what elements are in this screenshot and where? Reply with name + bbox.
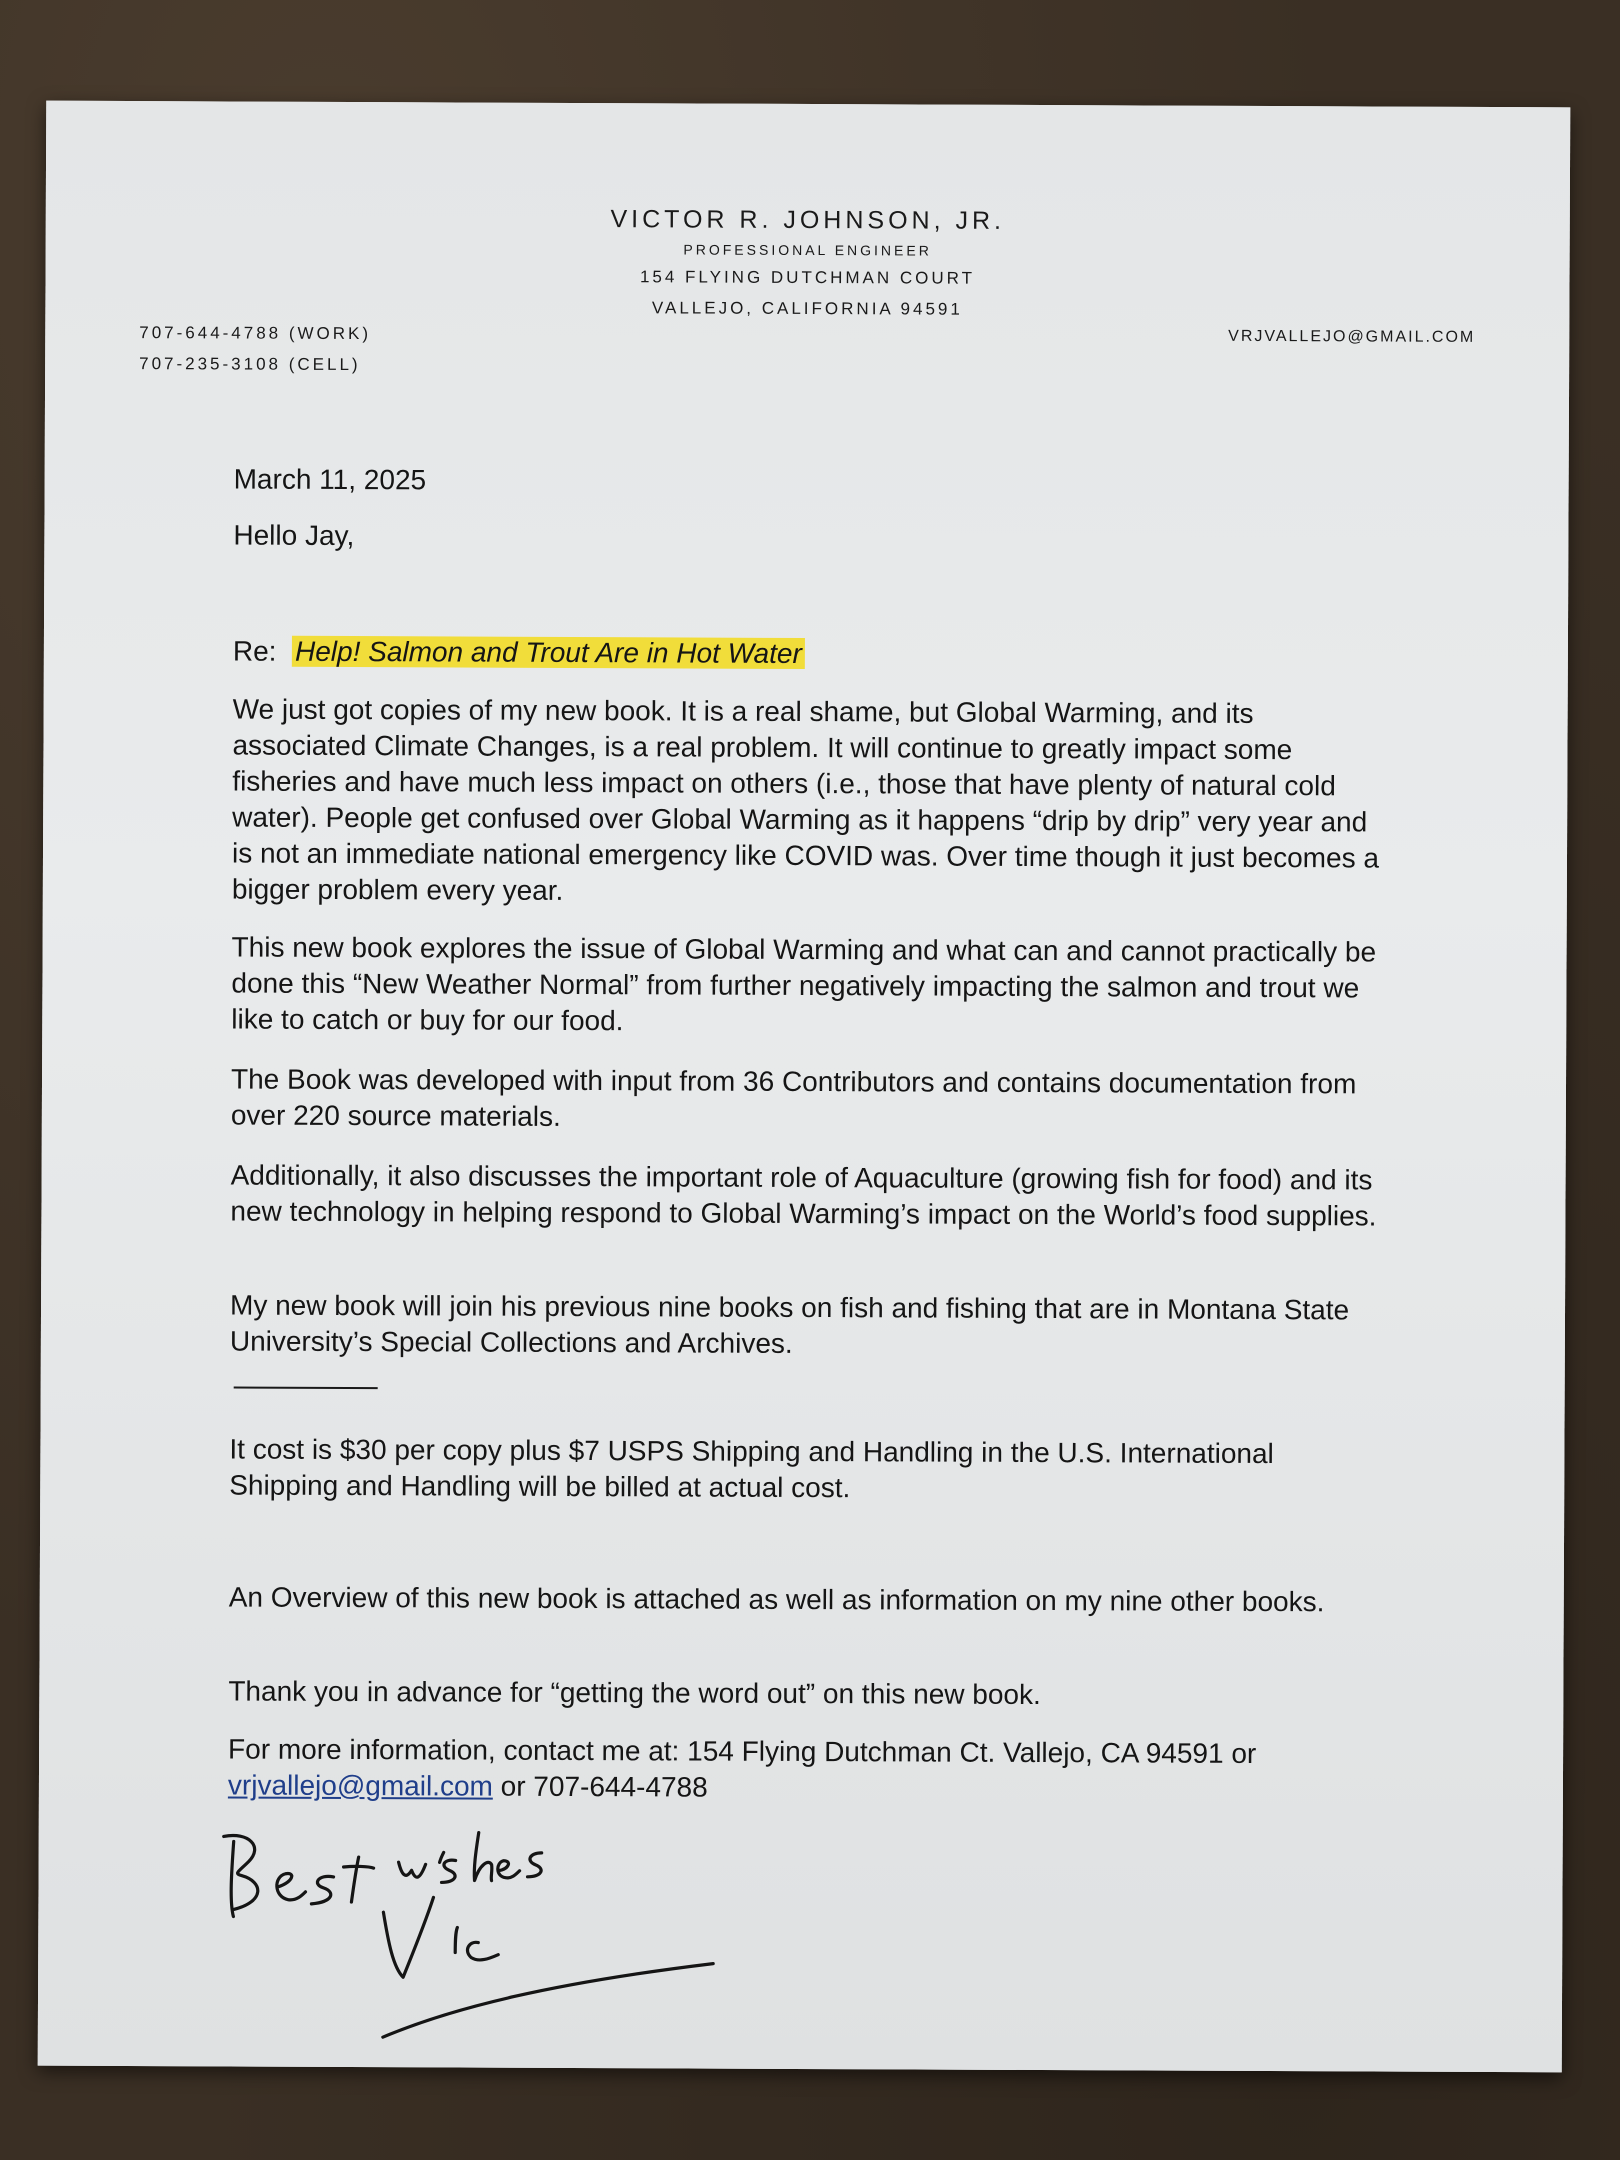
subject-line [233, 634, 1393, 675]
letterhead-street: 154 FLYING DUTCHMAN COURT [639, 267, 976, 288]
paragraph-global-warming: We just got copies of my new book. It is a real shame, but Global Warming, and its associated Climate Changes, is a real problem. It will continue to greatly impact some fisheries and have much less impact on others (i.e., those that have plenty of natural cold water). People get confused over Global Warming as it happens “drip by drip” very year and is not an immediate national emergency like COVID was. Over time though it just becomes a bigger problem every year. [231, 693, 1380, 906]
letterhead-city: VALLEJO, CALIFORNIA 94591 [651, 298, 963, 319]
letterhead-title: PROFESSIONAL ENGINEER [683, 241, 932, 259]
paragraph-thanks: Thank you in advance for “getting the word out” on this new book. [228, 1675, 1041, 1711]
letter-date: March 11, 2025 [233, 463, 427, 496]
contact-text: For more information, contact me at: 154 Flying Dutchman Ct. Vallejo, CA 94591 or [228, 1733, 1257, 1769]
letterhead-phone-cell: 707-235-3108 (CELL) [139, 354, 361, 375]
letterhead-email: VRJVALLEJO@GMAIL.COM [1228, 327, 1476, 346]
paragraph-previous-books: My new book will join his previous nine books on fish and fishing that are in Montana State University’s Special Collections and Archives. [229, 1289, 1350, 1359]
paragraph-aquaculture: Additionally, it also discusses the important role of Aquaculture (growing fish for food) and its new technology in helping respond to Global Warming’s impact on the World’s food supplies. [230, 1159, 1377, 1232]
subject-label: Re: [232, 635, 277, 667]
contact-phone-text: or 707-644-4788 [492, 1770, 708, 1803]
contact-email-link[interactable]: vrjvallejo@gmail.com [227, 1769, 493, 1802]
paragraph-book-explores: This new book explores the issue of Global Warming and what can and cannot practically be done this “New Weather Normal” from further negatively impacting the salmon and trout we like to catch or buy for our food. [231, 931, 1377, 1037]
letterhead-phone-work: 707-644-4788 (WORK) [139, 323, 372, 344]
letterhead-name: VICTOR R. JOHNSON, JR. [610, 205, 1006, 235]
subject-title-highlighted: Help! Salmon and Trout Are in Hot Water [292, 636, 805, 669]
divider-line [234, 1387, 378, 1390]
letter-sheet [38, 101, 1571, 2073]
paragraph-overview: An Overview of this new book is attached as well as information on my nine other books. [228, 1581, 1325, 1618]
paragraph-cost: It cost is $30 per copy plus $7 USPS Shipping and Handling in the U.S. International Shipping and Handling will be billed at actual cost. [229, 1433, 1274, 1504]
handwritten-signature [193, 1791, 754, 2043]
paragraph-contributors: The Book was developed with input from 36 Contributors and contains documentation from over 220 source materials. [230, 1063, 1357, 1132]
letter-greeting: Hello Jay, [233, 519, 355, 552]
